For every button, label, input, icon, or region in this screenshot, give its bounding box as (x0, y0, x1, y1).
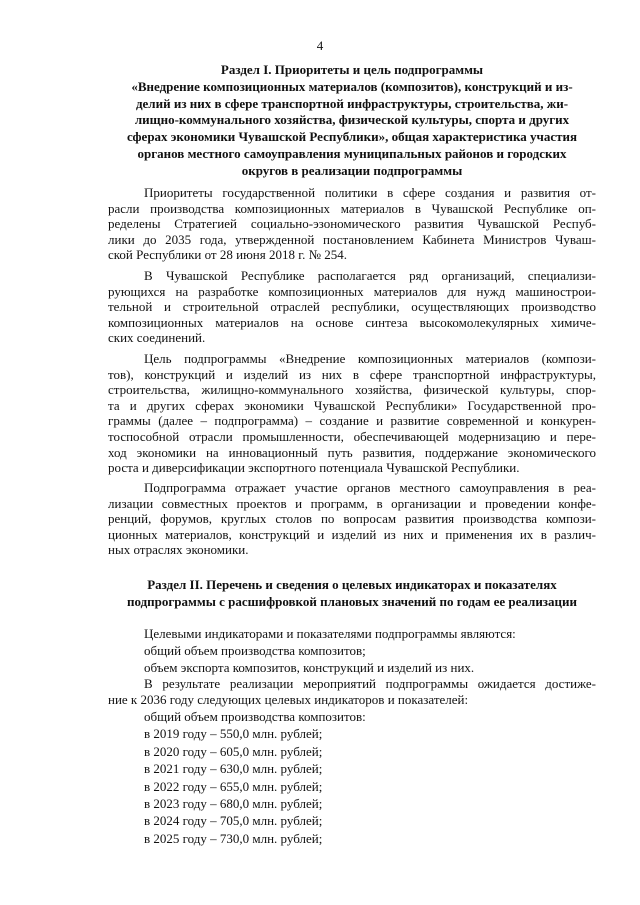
text-line: Приоритеты государственной политики в сфере создания и развития от- (144, 185, 596, 200)
text-line: та и других сферах экономики Чувашской Республики» Государственной про- (108, 397, 596, 413)
text-line: рующихся на разработке композиционных материалов для нужд машинострои- (108, 283, 596, 299)
list-item: в 2023 году – 680,0 млн. рублей; (144, 796, 323, 812)
list-item: в 2020 году – 605,0 млн. рублей; (144, 743, 323, 759)
heading-line: «Внедрение композиционных материалов (композитов), конструкций и из- (131, 78, 573, 94)
text-line: Цель подпрограммы «Внедрение композиционных материалов (компози- (144, 351, 596, 366)
list-item: в 2022 году – 655,0 млн. рублей; (144, 778, 323, 794)
text-line: В Чувашской Республике располагается ряд организаций, специализи- (144, 268, 596, 283)
heading-line: подпрограммы с расшифровкой плановых значений по годам ее реализации (126, 593, 578, 609)
list-item: Целевыми индикаторами и показателями подпрограммы являются: (144, 626, 516, 641)
list-item: объем экспорта композитов, конструкций и изделий из них. (144, 660, 475, 676)
heading-line: сферах экономики Чувашской Республики», общая характеристика участия (126, 129, 578, 145)
list-item: в 2025 году – 730,0 млн. рублей; (144, 830, 323, 846)
indicator-title: общий объем производства композитов: (144, 709, 366, 724)
heading-line: Раздел II. Перечень и сведения о целевых индикаторах и показателях (147, 577, 557, 592)
heading-line: Раздел I. Приоритеты и цель подпрограммы (220, 62, 484, 77)
section-2-heading (108, 577, 596, 611)
paragraph-expectation (108, 676, 596, 707)
heading-line: округов в реализации подпрограммы (241, 162, 463, 178)
text-line: строительства, жилищно-коммунального хозяйства, физической культуры, спор- (108, 382, 596, 398)
text-line: ских соединений. (108, 330, 206, 346)
section-1-heading (108, 62, 596, 180)
indicators-intro-list (144, 625, 596, 677)
text-line: ных отраслях экономики. (108, 542, 249, 558)
text-line: Подпрограмма отражает участие органов местного самоуправления в реа- (144, 480, 596, 495)
text-line: тов), конструкций и изделий из них в сфере транспортной инфраструктуры, (108, 366, 596, 382)
paragraph-participation (108, 480, 596, 558)
text-line: ционных материалов, конструкций и изделий из них и применения их в различ- (108, 526, 596, 542)
text-line: лики до 2035 года, утвержденной постановлением Кабинета Министров Чуваш- (108, 231, 596, 247)
text-line: граммы (далее – подпрограмма) – создание и развитие современной и конкурен- (108, 413, 596, 429)
list-item: в 2024 году – 705,0 млн. рублей; (144, 813, 323, 829)
text-line: ход экономики на инновационный путь развития, поддержание экономического (108, 444, 596, 460)
text-line: тельной и строительной отраслей республики, осуществляющих производство (108, 299, 596, 315)
list-item: общий объем производства композитов; (144, 643, 366, 659)
heading-line: делий из них в сфере транспортной инфраструктуры, строительства, жи- (135, 95, 569, 111)
heading-line: лищно-коммунального хозяйства, физической культуры, спорта и других (134, 112, 570, 128)
paragraph-priorities (108, 185, 596, 263)
text-line: ределены Стратегией социально-эзономического развития Чувашской Респуб- (108, 216, 596, 232)
indicator-values-list (144, 708, 596, 847)
paragraph-goal (108, 351, 596, 476)
paragraph-organizations (108, 268, 596, 346)
text-line: лизации совместных проектов и программ, в организации и проведении конфе- (108, 495, 596, 511)
text-line: расли производства композиционных материалов в Чувашской Республике оп- (108, 200, 596, 216)
heading-line: органов местного самоуправления муниципальных районов и городских (137, 145, 567, 161)
text-line: В результате реализации мероприятий подпрограммы ожидается достиже- (144, 676, 596, 691)
text-line: ренций, форумов, круглых столов по вопросам развития производства компози- (108, 511, 596, 527)
text-line: ние к 2036 году следующих целевых индикаторов и показателей: (108, 691, 469, 707)
text-line: ской Республики от 28 июня 2018 г. № 254. (108, 247, 347, 263)
list-item: в 2021 году – 630,0 млн. рублей; (144, 761, 323, 777)
list-item: в 2019 году – 550,0 млн. рублей; (144, 726, 323, 742)
page-number: 4 (316, 38, 324, 53)
text-line: тоспособной отрасли промышленности, обеспечивающей модернизацию и пере- (108, 428, 596, 444)
text-line: роста и диверсификации экспортного потенциала Чувашской Республики. (108, 460, 520, 476)
text-line: композиционных материалов на основе синтеза высокомолекулярных химиче- (108, 314, 596, 330)
